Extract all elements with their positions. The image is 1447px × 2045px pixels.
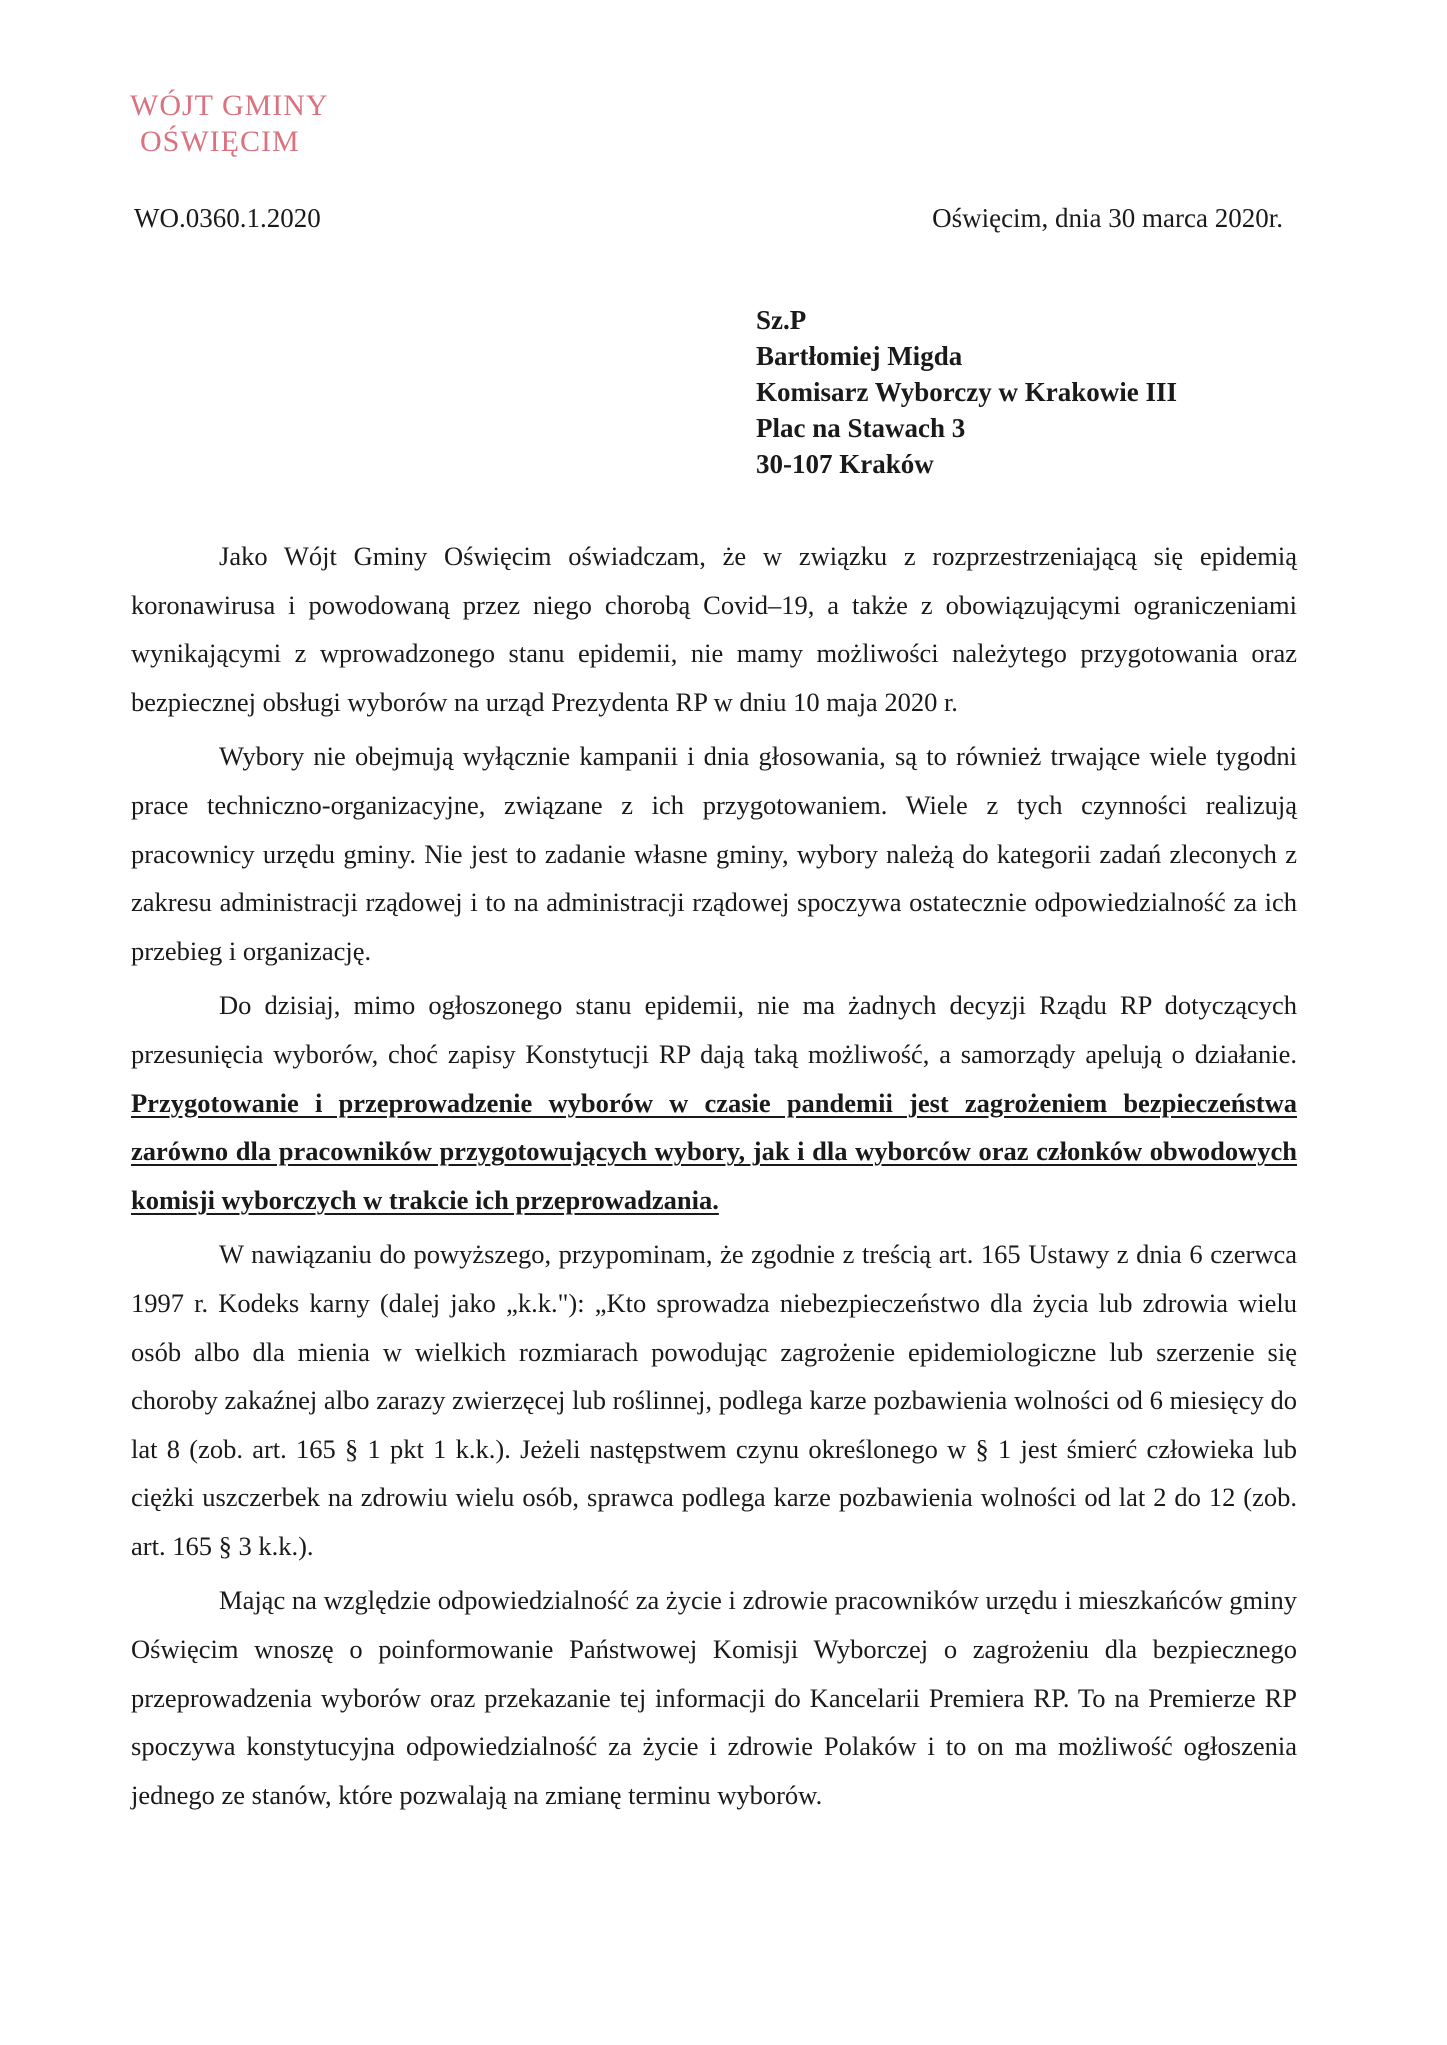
paragraph-4: W nawiązaniu do powyższego, przypominam, że zgodnie z treścią art. 165 Ustawy z dnia 6 czerwca 1997 r. Kodeks karny (dalej jako „k.k."): „Kto sprowadza niebezpieczeństwo dla życia lub zdrowia wielu osób albo dla mienia w wielkich rozmiarach powodując zagrożenie epidemiologiczne lub szerzenie się choroby zakaźnej albo zarazy zwierzęcej lub roślinnej, podlega karze pozbawienia wolności od 6 miesięcy do lat 8 (zob. art. 165 § 1 pkt 1 k.k.). Jeżeli następstwem czynu określonego w § 1 jest śmierć człowieka lub ciężki uszczerbek na zdrowiu wielu osób, sprawca podlega karze pozbawienia wolności od lat 2 do 12 (zob. art. 165 § 3 k.k.). (131, 1239, 1297, 1561)
paragraph-3-text: Do dzisiaj, mimo ogłoszonego stanu epidemii, nie ma żadnych decyzji Rządu RP dotyczących przesunięcia wyborów, choć zapisy Konstytucji RP dają taką możliwość, a samorządy apelują o działanie. (131, 990, 1297, 1069)
letter-body (131, 532, 1297, 1825)
document-reference: WO.0360.1.2020 (134, 203, 321, 233)
place-and-date: Oświęcim, dnia 30 marca 2020r. (932, 203, 1283, 233)
addressee-name: Bartłomiej Migda (756, 341, 963, 371)
addressee-block (756, 302, 1177, 482)
addressee-salutation: Sz.P (756, 305, 807, 335)
paragraph-3 (131, 981, 1297, 1224)
addressee-position: Komisarz Wyborczy w Krakowie III (756, 377, 1177, 407)
paragraph-5: Mając na względzie odpowiedzialność za życie i zdrowie pracowników urzędu i mieszkańców gminy Oświęcim wnoszę o poinformowanie Państwowej Komisji Wyborczej o zagrożeniu dla bezpiecznego przeprowadzenia wyborów oraz przekazanie tej informacji do Kancelarii Premiera RP. To na Premierze RP spoczywa konstytucyjna odpowiedzialność za życie i zdrowie Polaków i to on ma możliwość ogłoszenia jednego ze stanów, które pozwalają na zmianę terminu wyborów. (131, 1585, 1297, 1810)
paragraph-3-emphasis: Przygotowanie i przeprowadzenie wyborów w czasie pandemii jest zagrożeniem bezpieczeństwa zarówno dla pracowników przygotowujących wybory, jak i dla wyborców oraz członków obwodowych komisji wyborczych w trakcie ich przeprowadzania. (131, 1087, 1297, 1215)
stamp-line-1: WÓJT GMINY (130, 89, 329, 122)
addressee-street: Plac na Stawach 3 (756, 413, 966, 443)
stamp-line-2: OŚWIĘCIM (140, 125, 300, 158)
paragraph-2: Wybory nie obejmują wyłącznie kampanii i dnia głosowania, są to również trwające wiele tygodni prace techniczno-organizacyjne, związane z ich przygotowaniem. Wiele z tych czynności realizują pracownicy urzędu gminy. Nie jest to zadanie własne gminy, wybory należą do kategorii zadań zleconych z zakresu administracji rządowej i to na administracji rządowej spoczywa ostatecznie odpowiedzialność za ich przebieg i organizację. (131, 741, 1297, 966)
addressee-city: 30-107 Kraków (756, 449, 934, 479)
paragraph-1: Jako Wójt Gminy Oświęcim oświadczam, że w związku z rozprzestrzeniającą się epidemią koronawirusa i powodowaną przez niego chorobą Covid–19, a także z obowiązującymi ograniczeniami wynikającymi z wprowadzonego stanu epidemii, nie mamy możliwości należytego przygotowania oraz bezpiecznej obsługi wyborów na urząd Prezydenta RP w dniu 10 maja 2020 r. (131, 541, 1297, 717)
office-stamp (122, 88, 352, 160)
